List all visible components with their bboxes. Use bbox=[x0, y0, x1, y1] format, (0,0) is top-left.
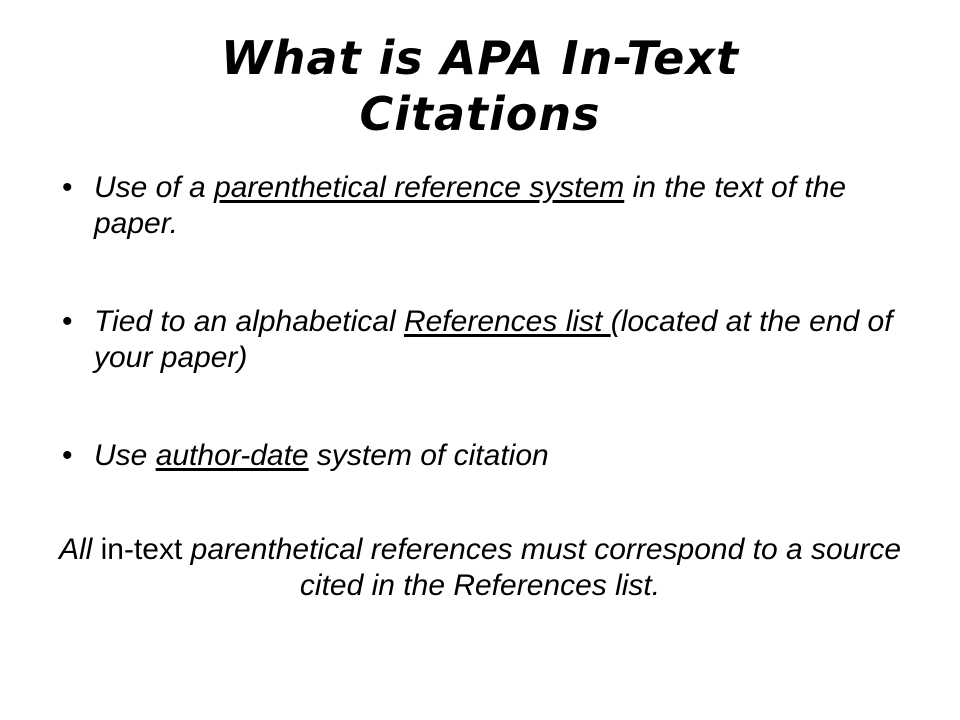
bullet-dot-icon: • bbox=[62, 171, 73, 204]
bullet-text-pre: Tied to an alphabetical bbox=[94, 305, 404, 338]
bullet-text-pre: Use bbox=[94, 439, 156, 472]
bullet-item-author-date bbox=[62, 438, 922, 474]
bullet-text-post: in the text of the paper. bbox=[94, 171, 847, 240]
bullet-text-post: (located at the end of your paper) bbox=[94, 305, 893, 374]
bullet-text-underlined: parenthetical reference system bbox=[214, 171, 625, 204]
slide-title bbox=[80, 30, 880, 142]
bullet-text-post: system of citation bbox=[308, 439, 549, 472]
bullet-text-pre: Use of a bbox=[94, 171, 215, 204]
bullet-dot-icon: • bbox=[62, 439, 73, 472]
bullet-dot-icon: • bbox=[62, 305, 73, 338]
bullet-text-underlined: References list bbox=[403, 305, 611, 338]
bullet-text-underlined: author-date bbox=[155, 439, 309, 472]
closing-middle: in-text bbox=[92, 533, 191, 566]
closing-lead: All bbox=[58, 533, 93, 566]
title-line-2: Citations bbox=[359, 87, 601, 141]
bullet-item-references-list bbox=[62, 304, 922, 376]
title-line-1: What is APA In-Text bbox=[221, 31, 739, 85]
bullet-item-parenthetical bbox=[62, 170, 922, 242]
bullet-list bbox=[62, 170, 922, 536]
closing-statement bbox=[40, 532, 920, 604]
closing-rest: parenthetical references must correspond to a source cited in the References list. bbox=[190, 533, 902, 602]
